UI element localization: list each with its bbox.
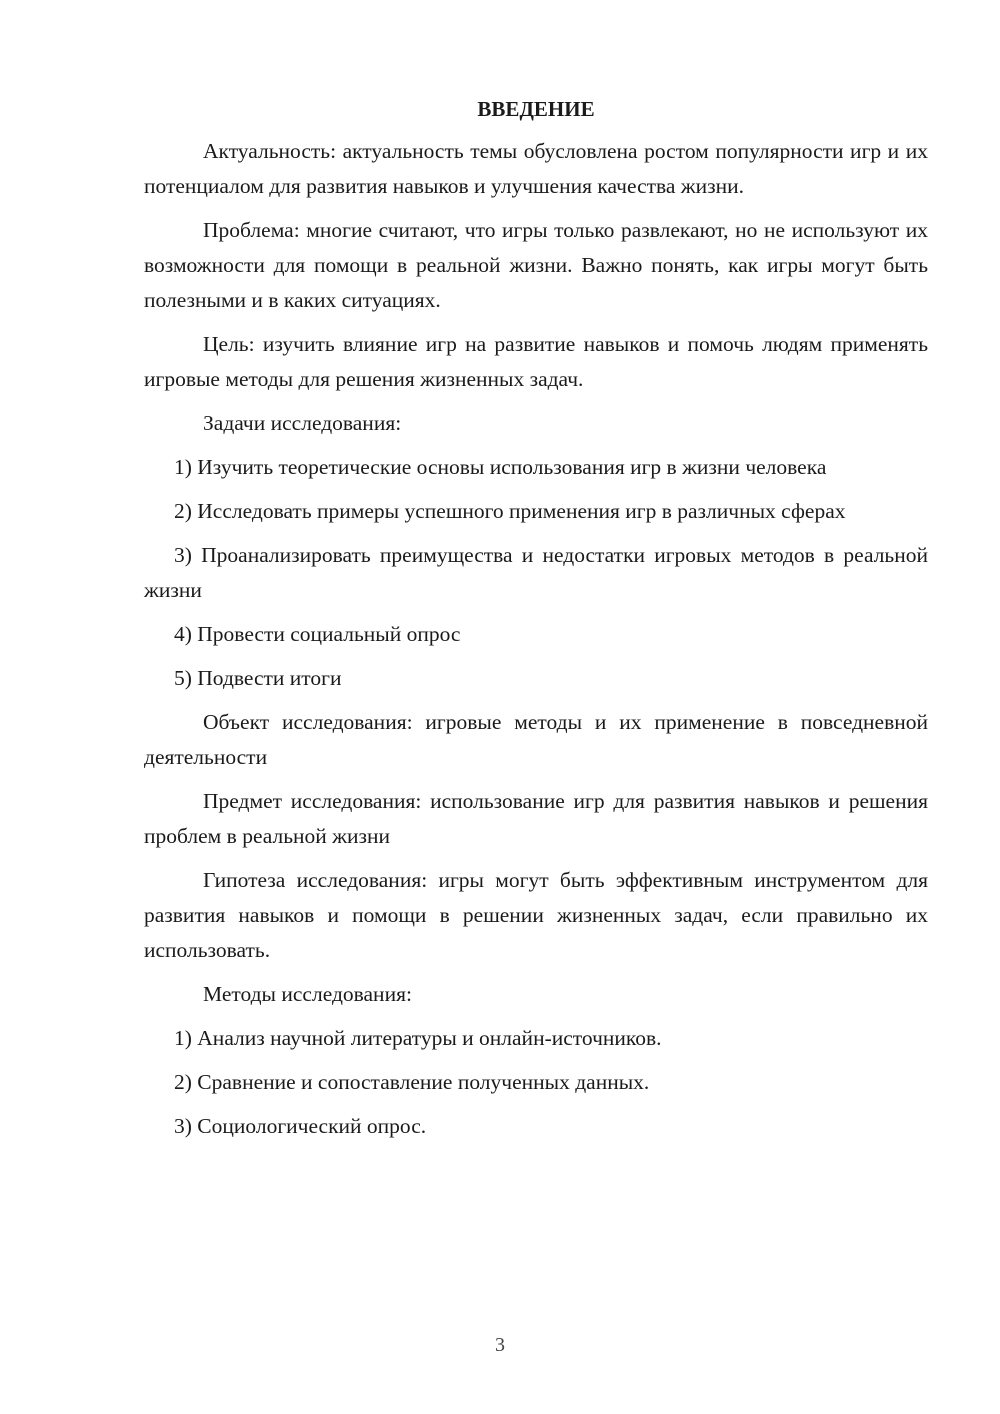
document-page <box>144 92 928 1153</box>
page-number: 3 <box>495 1334 505 1356</box>
method-item: 2) Сравнение и сопоставление полученных данных. <box>174 1070 650 1094</box>
task-item: 1) Изучить теоретические основы использования игр в жизни человека <box>174 455 827 479</box>
goal-paragraph: Цель: изучить влияние игр на развитие навыков и помочь людям применять игровые методы для решения жизненных задач. <box>144 332 928 391</box>
method-item: 3) Социологический опрос. <box>174 1114 427 1138</box>
object-paragraph: Объект исследования: игровые методы и их применение в повседневной деятельности <box>144 710 928 769</box>
relevance-paragraph: Актуальность: актуальность темы обусловлена ростом популярности игр и их потенциалом для развития навыков и улучшения качества жизни. <box>144 139 928 198</box>
hypothesis-paragraph: Гипотеза исследования: игры могут быть эффективным инструментом для развития навыков и помощи в решении жизненных задач, если правильно их использовать. <box>144 868 928 962</box>
tasks-heading: Задачи исследования: <box>203 411 402 435</box>
task-item: 4) Провести социальный опрос <box>174 622 461 646</box>
methods-heading: Методы исследования: <box>203 982 412 1006</box>
problem-paragraph: Проблема: многие считают, что игры только развлекают, но не используют их возможности для помощи в реальной жизни. Важно понять, как игры могут быть полезными и в каких ситуациях. <box>144 218 928 312</box>
task-item: 5) Подвести итоги <box>174 666 342 690</box>
task-item: 2) Исследовать примеры успешного применения игр в различных сферах <box>174 499 846 523</box>
section-title: ВВЕДЕНИЕ <box>477 97 595 121</box>
task-item: 3) Проанализировать преимущества и недостатки игровых методов в реальной жизни <box>144 543 928 602</box>
subject-paragraph: Предмет исследования: использование игр для развития навыков и решения проблем в реальной жизни <box>144 789 928 848</box>
method-item: 1) Анализ научной литературы и онлайн-источников. <box>174 1026 662 1050</box>
